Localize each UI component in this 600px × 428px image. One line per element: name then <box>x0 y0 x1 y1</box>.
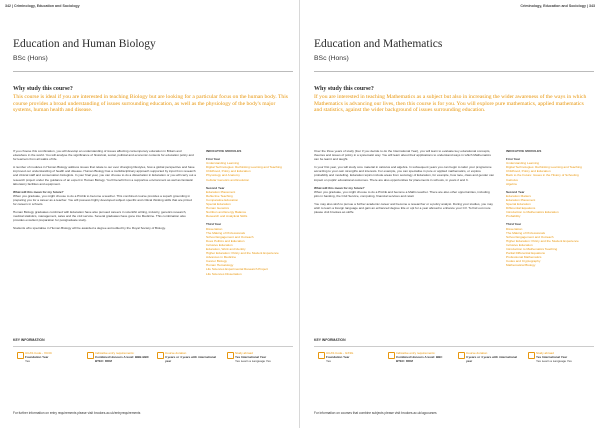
key-info-value: Yes Learn a Language Yes <box>536 359 572 363</box>
key-info-label: Indicative entry requirements: <box>396 351 436 355</box>
right-footer-link[interactable]: For information on courses that combine subjects please visit brookes.ac.uk/ugcourses <box>314 411 437 415</box>
key-info-value: BTEC: DDM <box>95 359 112 363</box>
module-item: The Making of Professionals <box>206 230 246 235</box>
module-item: Inclusive Education <box>506 242 533 247</box>
right-indicative-modules <box>506 149 592 271</box>
module-item: School Engagement and Outreach <box>506 234 554 239</box>
year-label: Third Year <box>506 222 522 227</box>
right-key-info-heading: KEY INFORMATION <box>314 338 346 342</box>
right-why-heading: Why study this course? <box>314 86 374 92</box>
right-year-group <box>506 222 592 267</box>
left-footer-link[interactable]: For further information on entry requirements please visit brookes.ac.uk/entryrequirements <box>13 411 141 415</box>
left-running-header: 342 | Criminology, Education and Sociology <box>5 4 80 8</box>
module-item: Nutrition and Energy Balance <box>206 210 247 215</box>
right-title-rule <box>314 71 594 72</box>
key-info-text <box>466 351 522 363</box>
entry-requirements-icon <box>388 352 395 359</box>
right-running-header: Criminology, Education and Sociology | 343 <box>520 4 595 8</box>
module-item: Partial Differential Equations <box>506 251 545 256</box>
module-item: Calculus <box>506 177 518 182</box>
module-item: Advances in Medicine <box>206 255 237 260</box>
key-info-value: Yes Learn a Language Yes <box>235 359 271 363</box>
module-item: Education Matters <box>506 193 531 198</box>
left-key-info-row <box>13 346 293 378</box>
module-item: Education, Work and Identity <box>206 246 246 251</box>
module-item: Education Placement <box>206 189 236 194</box>
duration-icon <box>458 352 465 359</box>
module-item: Childhood, Policy and Education <box>506 169 551 174</box>
key-info-text <box>536 351 592 363</box>
key-info-sub: Combined Honours A level: BBC <box>396 355 443 359</box>
key-info-label: Study abroad <box>235 351 253 355</box>
key-info-sub: Combined Honours A level: BBB-BBC <box>95 355 149 359</box>
module-item: Special Education <box>506 202 531 207</box>
key-info-label: UCAS Code - GX3G <box>326 351 354 355</box>
left-body-paragraph: Human Biology graduates combined with Education have also pursued careers in scientific writing, industry, genetics research, medical statistics, management, sales and the civil service. Several graduates have gone into Medicine. This combination also provides excellent preparation for postgraduate study. <box>13 210 187 223</box>
key-info-text <box>165 351 221 363</box>
key-info-cell <box>13 346 83 379</box>
key-info-value: Yes <box>25 359 30 363</box>
module-item: Cellular Genetics and Evolution <box>206 177 250 182</box>
module-item: Introduction to Mathematics Education <box>506 210 559 215</box>
module-item: Dissertation <box>206 226 223 231</box>
ucas-icon <box>17 352 24 359</box>
left-body-paragraph: If you choose this combination, you will develop an understanding of issues affecting contemporary education in Britain and elsewhere in the world. You will analyse the significance of historical, social, political and economic contexts for education policy and for learners from all walks of life. <box>13 149 194 162</box>
module-item: Understanding Learning <box>506 161 540 166</box>
right-body-column <box>314 149 495 218</box>
right-why-text: If you are interested in teaching Mathematics as a subject but also in increasing the wider awareness of the ways in which Mathematics is advancing our lives, then this course is for you. You will explore pure mathematics, applied mathematics and statistics, against the wider background of issues surrounding education. <box>314 94 587 114</box>
key-info-label: UCAS Code - XC3C <box>25 351 53 355</box>
module-item: Higher Education: Policy and the Student Experience <box>206 251 279 256</box>
key-info-text <box>326 351 382 363</box>
left-course-award: BSc (Hons) <box>13 55 48 62</box>
module-item: Life Sciences Dissertation <box>206 271 242 276</box>
left-title-rule <box>13 71 293 72</box>
left-why-text: This course is ideal if you are interested in teaching Biology but are looking for a particular focus on the human body. This course provides a broad understanding of issues surrounding education, as well as the physiology of the body's major systems, human health and disease. <box>13 94 288 114</box>
left-key-info-heading: KEY INFORMATION <box>13 338 45 342</box>
module-item: Does Politics and Education <box>206 238 245 243</box>
key-info-cell <box>153 346 223 379</box>
left-year-group <box>206 186 292 219</box>
module-item: Digital Technologies: Rethinking Learning and Teaching <box>506 165 582 170</box>
left-body-paragraph: A number of modules in Human Biology address issues that relate to our ever changing lifestyles, how a global perspective and have improved our understanding of health and disease. Human Biology has a multidisciplinary approach supported by input from research and clinical staff and conservation biologists. In your final year, you can choose to do a dissertation in Education or you will carry out a research project under the guidance of an expert in Human Biology. You'll benefit from a supportive environment as well as fantastic laboratory facilities and equipment. <box>13 165 196 186</box>
key-info-cell <box>384 346 454 379</box>
year-label: Second Year <box>206 185 225 190</box>
module-item: Special Education <box>206 202 231 207</box>
module-item: Physiology and Anatomy <box>206 173 240 178</box>
key-info-text <box>396 351 452 363</box>
right-page <box>300 0 600 428</box>
right-career-heading: What will this mean for my future? <box>314 185 365 190</box>
left-indicative-modules <box>206 149 292 280</box>
left-body-paragraph: Students who specialise in Human Biology will be awarded a degree accredited by the Royal Society of Biology. <box>13 226 166 231</box>
right-key-info-row <box>314 346 594 378</box>
key-info-text <box>25 351 81 363</box>
key-info-text <box>95 351 151 363</box>
module-item: Human Genetics <box>206 206 230 211</box>
module-item: Research and Analytical Skills <box>206 214 248 219</box>
study-abroad-icon <box>227 352 234 359</box>
module-item: Introduction to Mathematics Teaching <box>506 246 558 251</box>
module-item: Dissertation <box>506 226 523 231</box>
module-item: Education Placement <box>506 197 536 202</box>
left-year-group <box>206 222 292 275</box>
module-item: Cancer Biology <box>206 259 227 264</box>
key-info-text <box>235 351 291 363</box>
module-item: Probability <box>506 214 521 219</box>
key-info-sub: 3 years or 4 years with international year <box>466 355 518 363</box>
left-year-group <box>206 157 292 182</box>
year-label: First Year <box>206 157 221 162</box>
right-course-title: Education and Mathematics <box>314 38 443 50</box>
key-info-cell <box>524 346 594 379</box>
module-item: Human Hematology <box>206 263 234 268</box>
module-item: Professional Mathematics <box>506 255 542 260</box>
study-abroad-icon <box>528 352 535 359</box>
key-info-sub: 3 years or 4 years with international year <box>165 355 217 363</box>
key-info-label: Study abroad <box>536 351 554 355</box>
right-body-paragraph: In your first year, you will study core material in calculus and algebra. In subsequent years you can begin to tailor your programme according to your own strengths and interests. For example, you can specialise in pure or applied mathematics, or explore probability and modelling. Education topics include areas from sociology of Education, for example, how race, class and gender can impact on pupils' educational outcomes. There are also opportunities for placements in schools, in years 2 and 3. <box>314 165 495 182</box>
module-item: Differential Equations <box>506 206 536 211</box>
left-why-heading: Why study this course? <box>13 86 73 92</box>
module-item: The Making of Professionals <box>506 230 546 235</box>
key-info-cell <box>314 346 384 379</box>
key-info-label: Course duration <box>165 351 187 355</box>
right-career-text: When you graduate, you might choose to do a PGCE and become a Maths teacher. There are also other opportunities, including jobs in banking, the Civil Service, computing, financial services and retail. <box>314 189 490 198</box>
key-info-sub: Foundation Year <box>25 355 49 359</box>
key-info-value: BTEC: DDM <box>396 359 413 363</box>
module-item: School Engagement and Outreach <box>206 234 254 239</box>
year-label: Third Year <box>206 222 222 227</box>
left-career-heading: What will this mean for my future? <box>13 189 64 194</box>
module-item: Algebra <box>506 181 517 186</box>
module-item: Childhood, Policy and Education <box>206 169 251 174</box>
module-item: Comparative Education <box>206 197 239 202</box>
key-info-sub: Foundation Year <box>326 355 350 359</box>
module-item: Reflective Teaching <box>206 193 233 198</box>
module-item: Life Sciences Experimental Research Project <box>206 267 268 272</box>
duration-icon <box>157 352 164 359</box>
key-info-value: Yes <box>326 359 331 363</box>
module-item: Codes and Cryptography <box>506 259 541 264</box>
module-item: Inclusive Education <box>206 242 233 247</box>
key-info-label: Course duration <box>466 351 488 355</box>
module-item: Mathematical Biology <box>506 263 536 268</box>
left-body-column <box>13 149 196 235</box>
key-info-sub: Yes International Year <box>235 355 267 359</box>
key-info-cell <box>454 346 524 379</box>
ucas-icon <box>318 352 325 359</box>
key-info-cell <box>83 346 153 379</box>
right-body-paragraph: Over the three years of study (four if you decide to do the International Year), you will learn to evaluate key educational concepts, theories and issues of policy in a systematic way. You will learn about their applications to understand ways in which Mathematics can be learnt and taught. <box>314 149 491 162</box>
right-course-award: BSc (Hons) <box>314 55 349 62</box>
key-info-sub: Yes International Year <box>536 355 568 359</box>
module-item: Digital Technologies: Rethinking Learning and Teaching <box>206 165 282 170</box>
module-item: Higher Education: Policy and the Student Experience <box>506 238 579 243</box>
left-course-title: Education and Human Biology <box>13 38 156 50</box>
module-item: Understanding Learning <box>206 161 240 166</box>
right-modules-heading: INDICATIVE MODULES <box>506 149 542 153</box>
entry-requirements-icon <box>87 352 94 359</box>
module-item: Back to the Future: Issues in the History of Schooling <box>506 173 579 178</box>
right-body-paragraph: You may also wish to pursue a further academic career and become a researcher or a policy analyst. During your studies, you may wish to learn a foreign language and gain an enhanced degree title or opt for a year abroad to enhance your CV. To find out more please visit brookes.ac.uk/lfe <box>314 201 493 215</box>
key-info-cell <box>223 346 293 379</box>
key-info-label: Indicative entry requirements: <box>95 351 135 355</box>
right-year-group <box>506 157 592 186</box>
year-label: Second Year <box>506 189 525 194</box>
year-label: First Year <box>506 157 521 162</box>
left-career-text: When you graduate, you might choose to do a PGCE to become a teacher. This combined course provides a superb grounding in preparing you for a career as a teacher. You will possess highly developed subject specific and critical thinking skills that are prized for careers in schools. <box>13 193 192 207</box>
left-modules-heading: INDICATIVE MODULES <box>206 149 242 153</box>
right-year-group <box>506 190 592 219</box>
